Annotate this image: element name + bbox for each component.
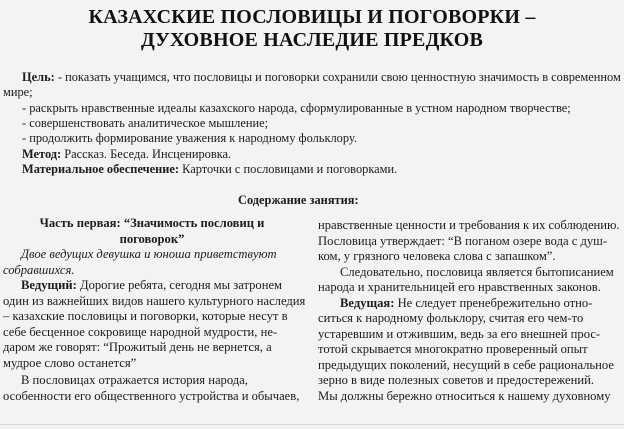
method-label: Метод: — [22, 147, 62, 161]
left-line-7: особенности его общественного устройства и обычаев, — [3, 388, 300, 403]
stage-direction-2: собравшихся. — [3, 262, 75, 277]
goal-item-1: - раскрыть нравственные идеалы казахского народа, сформулированные в устном народном творчестве; — [22, 101, 571, 115]
left-line-0: Дорогие ребята, сегодня мы затронем — [76, 278, 283, 292]
left-line-1: один из важнейших видов нашего культурного наследия — [3, 293, 306, 308]
goal-text-1: - показать учащимся, что пословицы и поговорки сохранили свою ценностную значимость в современном — [54, 70, 621, 84]
right-line2-3: тотой скрывается многократно проверенный опыт — [318, 342, 588, 356]
content-heading: Содержание занятия: — [238, 193, 359, 207]
speaker-label-male: Ведущий: — [21, 278, 77, 292]
right-line-4: народа и хранительницей его нравственных законов. — [318, 280, 601, 294]
materials-line — [22, 162, 397, 177]
title-line-2: ДУХОВНОЕ НАСЛЕДИЕ ПРЕДКОВ — [140, 29, 484, 51]
right-para-line — [318, 296, 618, 312]
left-line-2: – казахские пословицы и поговорки, которые несут в — [3, 309, 288, 323]
right-line2-4: предыдущих поколений, несущий в себе рациональное — [318, 357, 614, 372]
right-line2-0: Не следует пренебрежительно отно- — [394, 295, 593, 310]
right-line2-5: зерно в виде полезных советов и предостережений. — [318, 373, 594, 387]
right-column — [318, 218, 618, 404]
title-line-1: КАЗАХСКИЕ ПОСЛОВИЦЫ И ПОГОВОРКИ – — [88, 6, 536, 28]
goal-item-2: - совершенствовать аналитическое мышление; — [22, 116, 269, 130]
part-heading-1: Часть первая: “Значимость пословиц и — [39, 216, 265, 230]
right-line2-2: устаревшим и отжившим, ведь за его внешней прос- — [318, 326, 601, 341]
goal-text-2: мире; — [3, 85, 33, 99]
left-para-line-1 — [3, 278, 301, 294]
right-line2-1: ситься к народному фольклору, считая его чем-то — [318, 311, 584, 325]
method-line — [22, 147, 231, 162]
method-text: Рассказ. Беседа. Инсценировка. — [61, 147, 232, 161]
right-line-2: ком, у грязного человека слова с запашком”. — [318, 249, 556, 263]
left-line-6: В пословицах отражается история народа, — [21, 373, 248, 387]
left-line-3: себе бесценное сокровище народной мудрости, не- — [3, 324, 278, 339]
bottom-divider — [0, 424, 624, 425]
right-line-3: Следовательно, пословица является бытописанием — [340, 264, 614, 279]
right-line2-6: Мы должны бережно относиться к нашему духовному — [318, 388, 611, 403]
speaker-label-female: Ведущая: — [340, 295, 395, 310]
left-column — [3, 216, 306, 404]
left-line-4: даром же говорят: “Прожитый день не вернется, а — [3, 340, 272, 354]
materials-text: Карточки с пословицами и поговорками. — [179, 162, 398, 176]
goal-line — [22, 70, 621, 85]
left-line-5: мудрое слово останется” — [3, 355, 137, 370]
stage-direction-1: Двое ведущих девушка и юноша приветствуют — [21, 247, 277, 261]
goal-item-3: - продолжить формирование уважения к народному фольклору. — [22, 131, 357, 145]
goal-label: Цель: — [22, 70, 55, 84]
right-line-1: Пословица утверждает: “В поганом озере вода с душ- — [318, 233, 608, 248]
part-heading-2: поговорок” — [119, 231, 185, 246]
right-line-0: нравственные ценности и требования к их соблюдению. — [318, 218, 620, 232]
materials-label: Материальное обеспечение: — [22, 162, 180, 176]
